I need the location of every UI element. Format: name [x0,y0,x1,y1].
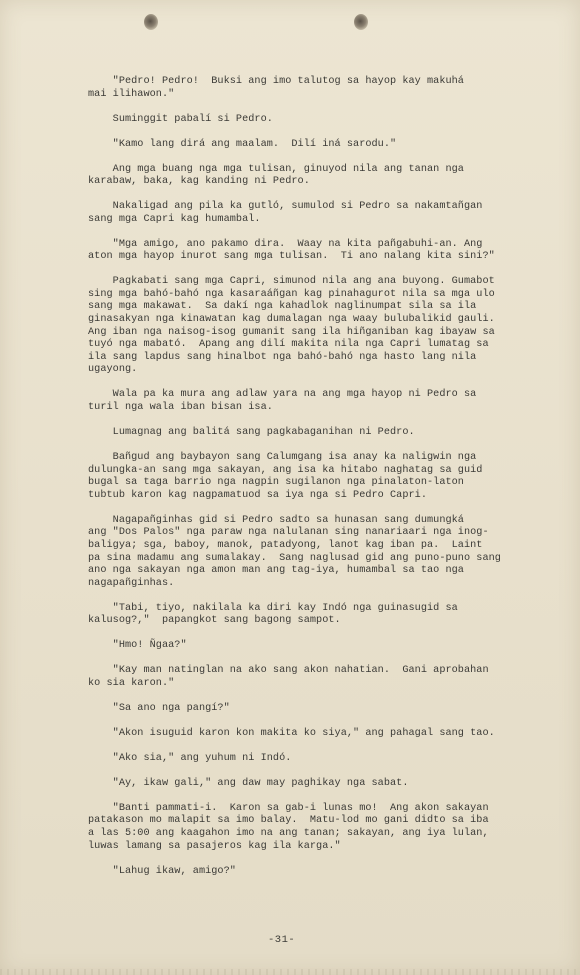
paragraph: Bañgud ang baybayon sang Calumgang isa anay ka naligwin nga dulungka-an sang mga sakayan, ang isa ka hitabo naghatag sa guid bugal sa taga barrio nga nagpin sugilanon nga pinalaton-laton tubtub karon kag nagpamatuod sa iya nga si Pedro Capri. [88,451,483,501]
paragraph: "Pedro! Pedro! Buksi ang imo talutog sa hayop kay makuhá mai ilihawon." [88,76,464,100]
paragraph: Lumagnag ang balitá sang pagkabaganihan ni Pedro. [88,427,415,438]
paragraph: "Ako sia," ang yuhum ni Indó. [88,752,292,764]
punch-hole-right [354,14,368,30]
paragraph: Pagkabati sang mga Capri, simunod nila ang ana buyong. Gumabot sing mga bahó-bahó nga kasaraáñgan kag pinahagurot nila sa mga ulo sang mga makawat. Sa dakí nga kahadlok naglinumpat sila sa ila ginasakyan nga kinawatan kag dumalagan nga waay bulubalikid gauli. Ang iban nga naisog-isog gumanit sang ila hiñganiban kag ibayaw sa tuyó nga mabató. Apang ang dilí makita nila nga Capri lumatag sa ila sang lapdus sang hinalbot nga bahó-bahó nga hasto lang nila ugayong. [88,276,495,376]
paragraph: "Lahug ikaw, amigo?" [88,865,236,877]
paragraph: "Hmo! Ñgaa?" [88,640,187,652]
bottom-edge-texture [0,969,580,975]
paragraph: Wala pa ka mura ang adlaw yara na ang mga hayop ni Pedro sa turil nga wala iban bisan isa. [88,389,477,414]
page-number: -31- [268,934,296,946]
paragraph: "Akon isuguid karon kon makita ko siya," ang pahagal sang tao. [88,727,495,739]
paragraph: Suminggit pabalí si Pedro. [88,113,273,125]
paragraph: "Kay man natinglan na ako sang akon nahatian. Gani aprobahan ko sia karon." [88,665,489,689]
paragraph: Nagapañginhas gid si Pedro sadto sa hunasan sang dumungká ang "Dos Palos" nga paraw nga nalulanan sing nanariaari nga inog- baligya; sga, baboy, manok, patadyong, lanot kag iban pa. Laint pa sina madamu ang sumalakay. Sang naglusad gid ang puno-puno sang ano nga sakayan nga amon man ang tag-iya, humambal sa tao nga nagapañginhas. [88,514,501,589]
paragraph: "Ay, ikaw gali," ang daw may paghikay nga sabat. [88,777,409,789]
punch-hole-left [144,14,158,30]
paragraph: "Tabi, tiyo, nakilala ka diri kay Indó nga guinasugid sa kalusog?," papangkot sang bagong sampot. [88,602,458,627]
paragraph: "Kamo lang dirá ang maalam. Dilí iná sarodu." [88,138,397,150]
paragraph: "Mga amigo, ano pakamo dira. Waay na kita pañgabuhi-an. Ang aton mga hayop inurot sang mga tulisan. Ti ano nalang kita sini?" [88,238,495,263]
paragraph: "Banti pammati-i. Karon sa gab-i lunas mo! Ang akon sakayan patakason mo malapit sa imo balay. Matu-lod mo gani didto sa iba a las 5:00 ang kaagahon imo na ang tanan; sakayan, ang iya lulan, luwas lamang sa pasajeros kag ila karga." [88,802,489,852]
paragraph: Nakaligad ang pila ka gutló, sumulod si Pedro sa nakamtañgan sang mga Capri kag humambal. [88,201,483,225]
body-text [88,76,504,891]
paragraph: Ang mga buang nga mga tulisan, ginuyod nila ang tanan nga karabaw, baka, kag kanding ni Pedro. [88,163,464,188]
paragraph: "Sa ano nga pangí?" [88,702,230,714]
